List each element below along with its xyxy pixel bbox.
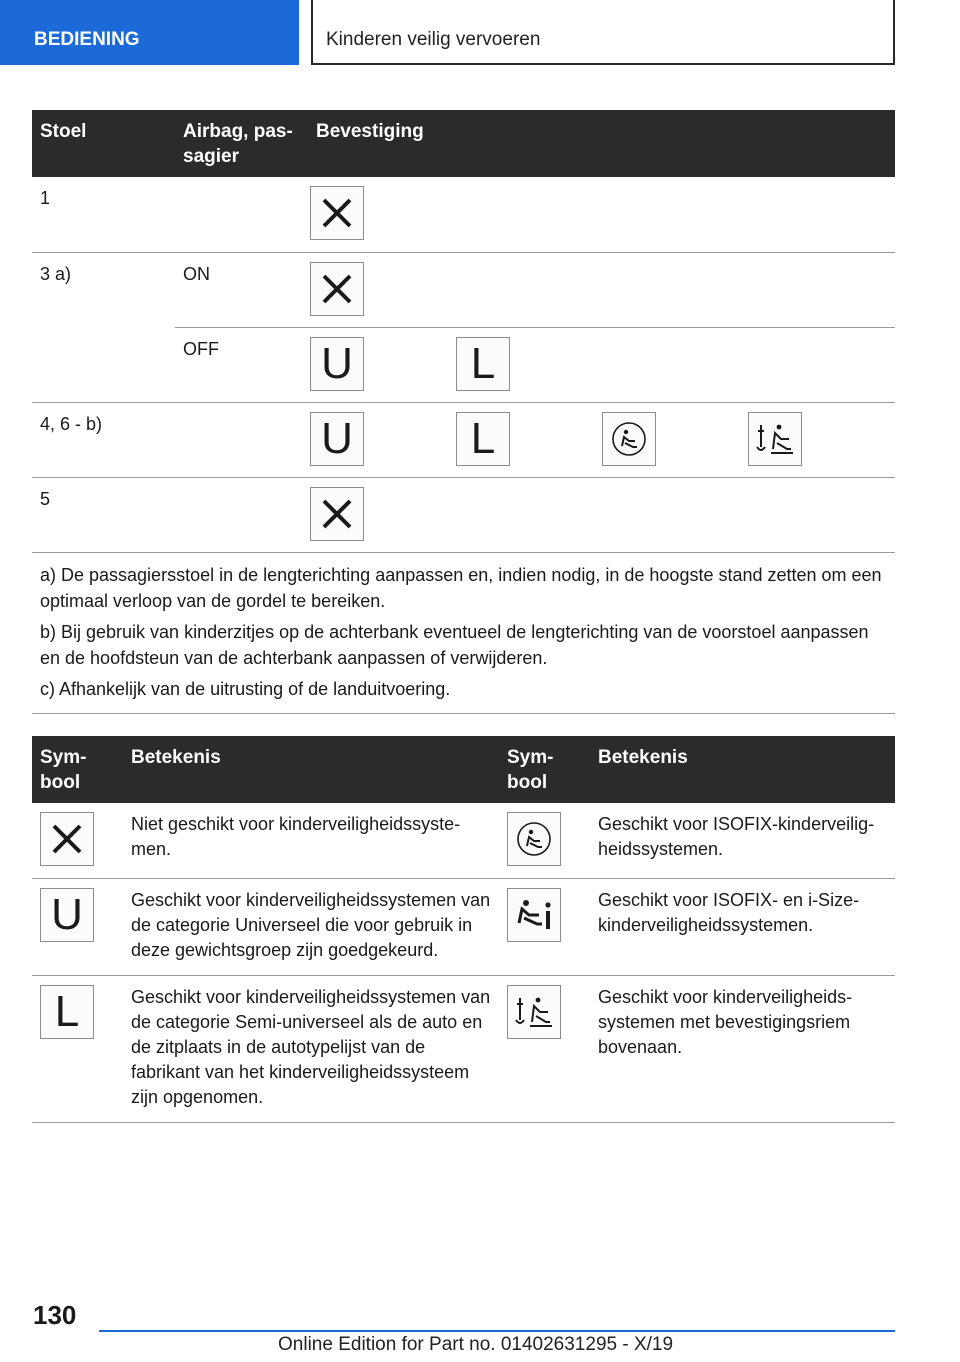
universal-icon: U	[310, 337, 364, 391]
table-footnotes	[32, 552, 895, 713]
universal-icon: U	[40, 888, 94, 942]
seat-label: 5	[32, 477, 175, 552]
not-suitable-icon	[310, 262, 364, 316]
seat-label: 1	[32, 177, 175, 252]
isofix-icon	[602, 412, 656, 466]
airbag-label	[175, 477, 308, 552]
table-row	[32, 477, 895, 552]
not-suitable-icon	[40, 812, 94, 866]
col-header-betekenis: Betekenis	[123, 736, 499, 803]
page-number: 130	[33, 1300, 77, 1330]
col-header-betekenis: Betekenis	[590, 736, 895, 803]
table-row	[32, 252, 895, 327]
isofix-i-size-icon	[507, 888, 561, 942]
footer-divider	[99, 1330, 895, 1332]
universal-icon: U	[310, 412, 364, 466]
top-tether-icon	[748, 412, 802, 466]
semi-universal-icon: L	[40, 985, 94, 1039]
col-header-stoel: Stoel	[32, 110, 175, 177]
table-row	[32, 976, 895, 1123]
isofix-icon	[507, 812, 561, 866]
symbol-meaning: Geschikt voor kinderveiligheidssystemen van de categorie Universeel die voor gebruik in deze gewichtsgroep zijn goedgekeurd.	[123, 879, 499, 976]
page-title: Kinderen veilig vervoeren	[311, 0, 895, 65]
col-header-symbool: Symbool	[499, 736, 590, 803]
footnote: c) Afhankelijk van de uitrusting of de landuitvoering.	[40, 678, 451, 699]
symbol-meaning: Geschikt voor kinderveiligheidssystemen van de categorie Semi-universeel als de auto en de zitplaats in de autotypelijst van de fabrikant van het kinderveiligheidssysteem zijn opgenomen.	[123, 976, 499, 1123]
col-header-bevestiging: Bevestiging	[308, 110, 895, 177]
footnote: b) Bij gebruik van kinderzitjes op de achterbank eventueel de lengterichting van de voorstoel aanpassen en de hoofdsteun van de achterbank aanpassen of verwijderen.	[40, 621, 869, 668]
table-row	[32, 402, 895, 477]
table-row	[32, 879, 895, 976]
airbag-label	[175, 402, 308, 477]
section-tab[interactable]: BEDIENING	[0, 0, 299, 65]
symbol-meaning: Geschikt voor kinderveiligheidssystemen met bevestigingsriem bovenaan.	[590, 976, 895, 1123]
symbol-meaning: Niet geschikt voor kinderveiligheidssystemen.	[123, 803, 499, 879]
seat-suitability-table	[32, 110, 895, 714]
table-row	[32, 177, 895, 252]
top-tether-icon	[507, 985, 561, 1039]
seat-label: 4, 6 - b)	[32, 402, 175, 477]
seat-label: 3 a)	[32, 252, 175, 402]
semi-universal-icon: L	[456, 412, 510, 466]
symbol-legend-table	[32, 736, 895, 1123]
semi-universal-icon: L	[456, 337, 510, 391]
footnote: a) De passagiersstoel in de lengterichting aanpassen en, indien nodig, in de hoogste stand zetten om een optimaal verloop van de gordel te bereiken.	[40, 564, 882, 611]
table-row	[32, 803, 895, 879]
airbag-label: ON	[175, 252, 308, 327]
airbag-label: OFF	[175, 327, 308, 402]
symbol-meaning: Geschikt voor ISOFIX-kinderveiligheidssystemen.	[590, 803, 895, 879]
edition-info: Online Edition for Part no. 01402631295 - X/19	[278, 1334, 674, 1355]
not-suitable-icon	[310, 487, 364, 541]
col-header-symbool: Symbool	[32, 736, 123, 803]
symbol-meaning: Geschikt voor ISOFIX- en i-Size-kinderveiligheidssystemen.	[590, 879, 895, 976]
col-header-airbag: Airbag, passagier	[175, 110, 308, 177]
airbag-label	[175, 177, 308, 252]
not-suitable-icon	[310, 186, 364, 240]
